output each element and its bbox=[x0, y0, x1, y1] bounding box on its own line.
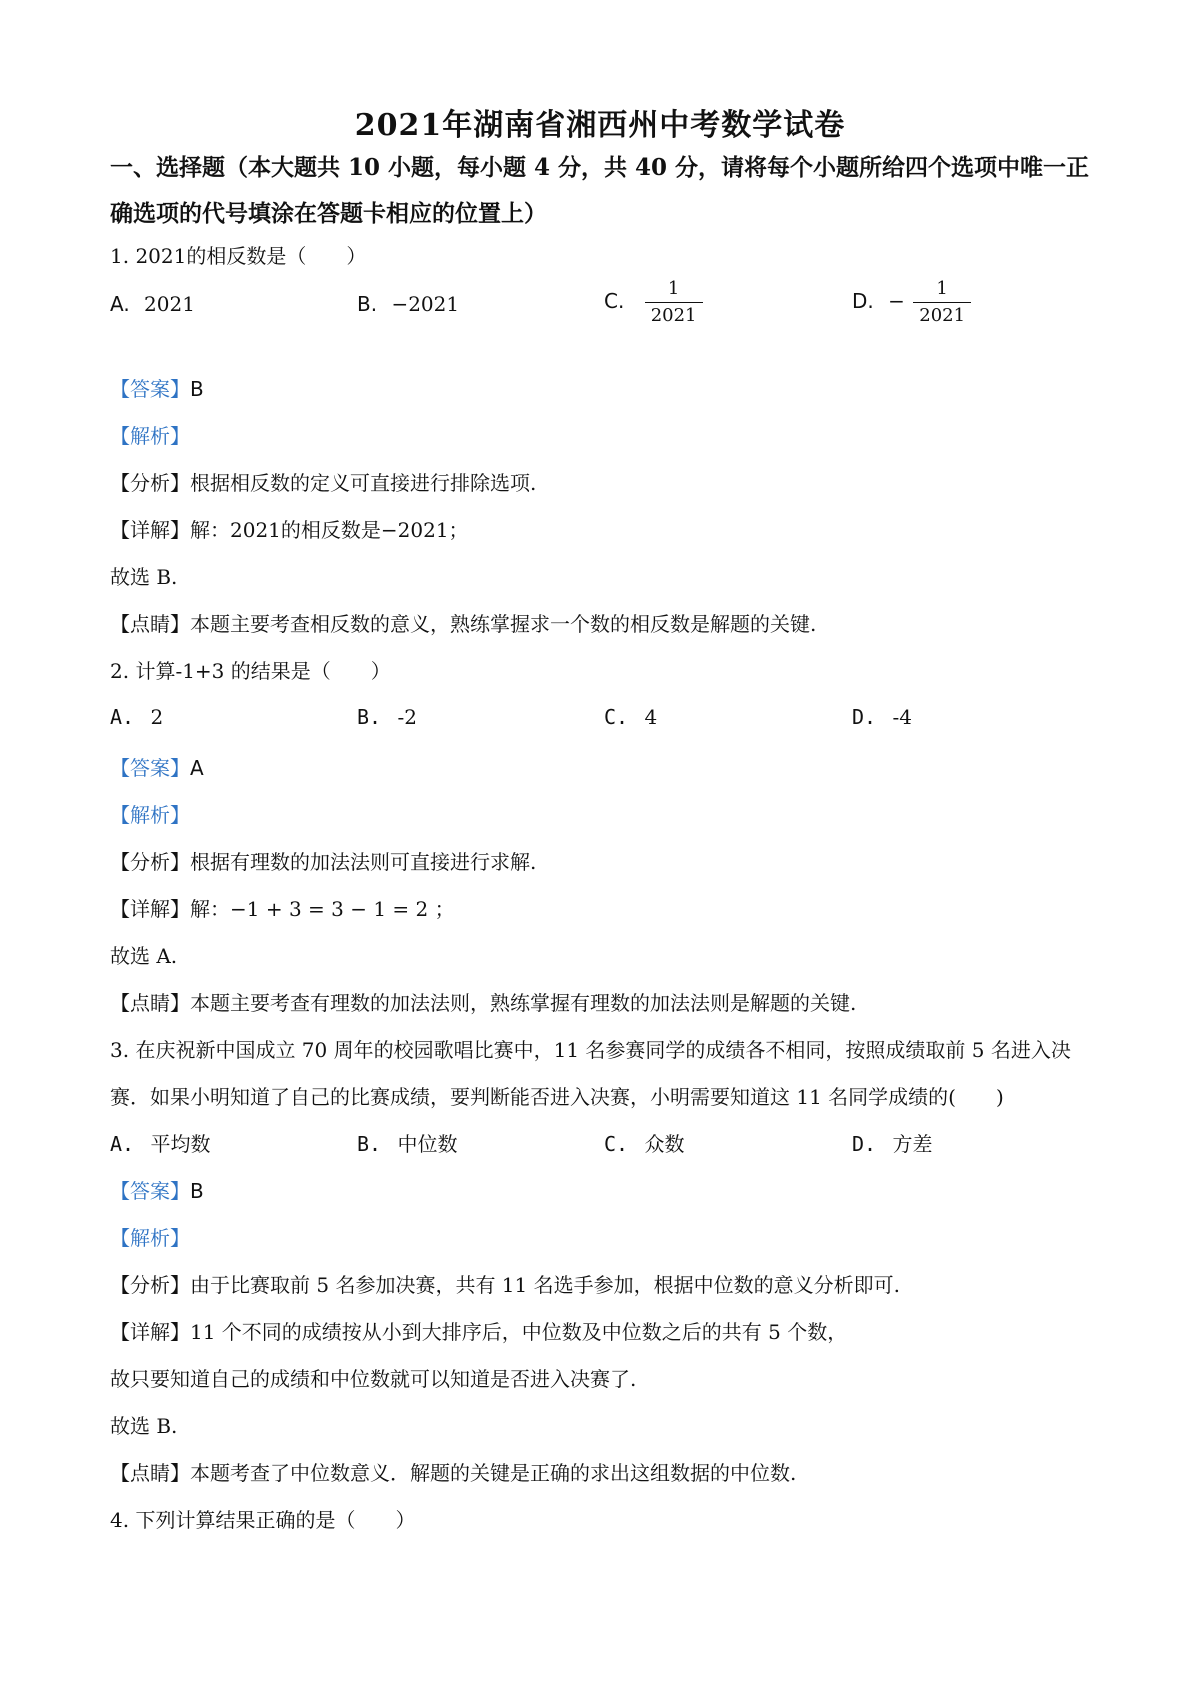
answer-tag: 【答案】 bbox=[110, 756, 190, 780]
dianjing-text: 本题主要考查有理数的加法法则，熟练掌握有理数的加法法则是解题的关键. bbox=[190, 991, 857, 1015]
q3-answer bbox=[110, 1175, 204, 1204]
fenxi-text: 由于比赛取前 5 名参加决赛，共有 11 名选手参加，根据中位数的意义分析即可. bbox=[190, 1273, 900, 1297]
q2-fenxi bbox=[110, 846, 536, 875]
q3-analysis-tag: 【解析】 bbox=[110, 1226, 190, 1250]
option-label: C. bbox=[604, 289, 625, 313]
option-label: D. bbox=[852, 1132, 877, 1156]
dianjing-tag: 【点睛】 bbox=[110, 1461, 190, 1485]
answer-tag: 【答案】 bbox=[110, 377, 190, 401]
option-label: A. bbox=[110, 292, 130, 316]
q1-option-a[interactable] bbox=[110, 292, 195, 316]
answer-value: A bbox=[190, 756, 204, 780]
answer-tag: 【答案】 bbox=[110, 1179, 190, 1203]
minus-sign: − bbox=[888, 289, 905, 313]
q3-option-b[interactable] bbox=[357, 1128, 457, 1157]
q3-option-c[interactable] bbox=[604, 1128, 684, 1157]
q1-option-d[interactable] bbox=[852, 278, 971, 327]
answer-value: B bbox=[190, 377, 204, 401]
q3-xiangjie-line2: 故只要知道自己的成绩和中位数就可以知道是否进入决赛了. bbox=[110, 1367, 637, 1391]
xiangjie-tag: 【详解】 bbox=[110, 1320, 190, 1344]
fraction-numerator: 1 bbox=[667, 278, 680, 299]
option-text: 4 bbox=[644, 705, 658, 729]
dianjing-text: 本题主要考查相反数的意义，熟练掌握求一个数的相反数是解题的关键. bbox=[190, 612, 817, 636]
section-heading: 一、选择题（本大题共 10 小题，每小题 4 分，共 40 分，请将每个小题所给四个选项中唯一正确选项的代号填涂在答题卡相应的位置上） bbox=[110, 154, 1090, 227]
fraction-numerator: 1 bbox=[936, 278, 948, 299]
q2-conclusion: 故选 A. bbox=[110, 944, 178, 968]
option-text: −2021 bbox=[391, 292, 460, 316]
fenxi-text: 根据相反数的定义可直接进行排除选项. bbox=[190, 471, 537, 495]
xiangjie-tag: 【详解】 bbox=[110, 518, 190, 542]
fenxi-tag: 【分析】 bbox=[110, 850, 190, 874]
question-3-stem-line1: 3. 在庆祝新中国成立 70 周年的校园歌唱比赛中，11 名参赛同学的成绩各不相同，按照成绩取前 5 名进入决 bbox=[110, 1038, 1071, 1062]
q3-xiangjie bbox=[110, 1316, 847, 1345]
q3-dianjing bbox=[110, 1457, 796, 1486]
q2-option-a[interactable] bbox=[110, 705, 163, 729]
fenxi-tag: 【分析】 bbox=[110, 1273, 190, 1297]
question-3-stem-line2: 赛．如果小明知道了自己的比赛成绩，要判断能否进入决赛，小明需要知道这 11 名同学成绩的( ) bbox=[110, 1085, 1004, 1109]
q1-answer bbox=[110, 373, 204, 402]
xiangjie-tag: 【详解】 bbox=[110, 897, 190, 921]
option-text: 中位数 bbox=[397, 1132, 458, 1156]
option-label: A. bbox=[110, 705, 135, 729]
option-label: A. bbox=[110, 1132, 135, 1156]
fraction-denominator: 2021 bbox=[650, 305, 697, 326]
q1-dianjing bbox=[110, 608, 816, 637]
fraction-bar bbox=[645, 302, 703, 303]
q3-option-d[interactable] bbox=[852, 1128, 932, 1157]
q1-option-b[interactable] bbox=[357, 292, 459, 316]
dianjing-text: 本题考查了中位数意义．解题的关键是正确的求出这组数据的中位数. bbox=[190, 1461, 797, 1485]
q3-fenxi bbox=[110, 1269, 900, 1298]
fraction-bar bbox=[913, 302, 971, 303]
q2-option-b[interactable] bbox=[357, 705, 417, 729]
option-label: B. bbox=[357, 292, 378, 316]
q2-dianjing bbox=[110, 987, 856, 1016]
option-label: B. bbox=[357, 1132, 382, 1156]
question-4-stem: 4. 下列计算结果正确的是（ ） bbox=[110, 1508, 416, 1532]
q1-option-c[interactable] bbox=[604, 278, 703, 327]
fenxi-text: 根据有理数的加法法则可直接进行求解. bbox=[190, 850, 537, 874]
q3-option-a[interactable] bbox=[110, 1128, 210, 1157]
option-label: C. bbox=[604, 705, 629, 729]
option-text: -4 bbox=[892, 705, 912, 729]
q1-fenxi bbox=[110, 467, 536, 496]
option-label: D. bbox=[852, 289, 874, 313]
option-label: B. bbox=[357, 705, 382, 729]
question-2-stem: 2. 计算-1+3 的结果是（ ） bbox=[110, 659, 391, 683]
page-title: 2021年湖南省湘西州中考数学试卷 bbox=[354, 108, 846, 143]
option-text: -2 bbox=[397, 705, 417, 729]
option-text: 方差 bbox=[892, 1132, 933, 1156]
dianjing-tag: 【点睛】 bbox=[110, 991, 190, 1015]
q3-conclusion: 故选 B. bbox=[110, 1414, 178, 1438]
option-text: 众数 bbox=[644, 1132, 685, 1156]
fraction bbox=[645, 278, 703, 327]
question-1-stem: 1. 2021的相反数是（ ） bbox=[110, 244, 367, 268]
fenxi-tag: 【分析】 bbox=[110, 471, 190, 495]
q2-option-d[interactable] bbox=[852, 705, 912, 729]
q2-option-c[interactable] bbox=[604, 705, 657, 729]
q2-answer bbox=[110, 752, 204, 781]
xiangjie-text: 解：2021的相反数是−2021； bbox=[190, 518, 469, 542]
option-text: 2021 bbox=[144, 292, 195, 316]
option-text: 平均数 bbox=[150, 1132, 211, 1156]
q2-analysis-tag: 【解析】 bbox=[110, 803, 190, 827]
q1-xiangjie bbox=[110, 514, 469, 543]
dianjing-tag: 【点睛】 bbox=[110, 612, 190, 636]
q2-xiangjie bbox=[110, 893, 455, 922]
answer-value: B bbox=[190, 1179, 204, 1203]
q1-conclusion: 故选 B. bbox=[110, 565, 178, 589]
q1-analysis-tag: 【解析】 bbox=[110, 424, 190, 448]
fraction-denominator: 2021 bbox=[919, 305, 966, 326]
option-label: C. bbox=[604, 1132, 629, 1156]
option-text: 2 bbox=[150, 705, 164, 729]
xiangjie-text: 11 个不同的成绩按从小到大排序后，中位数及中位数之后的共有 5 个数， bbox=[190, 1320, 848, 1344]
fraction bbox=[913, 278, 971, 327]
xiangjie-text: 解：−1 + 3 = 3 − 1 = 2 ； bbox=[190, 897, 455, 921]
option-label: D. bbox=[852, 705, 877, 729]
